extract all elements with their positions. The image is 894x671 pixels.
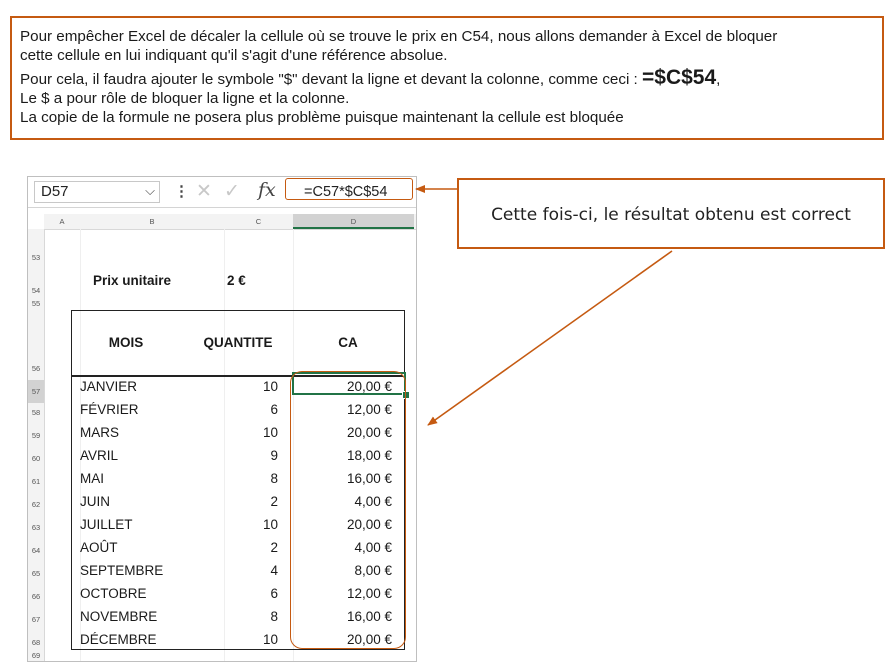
explanation-line-3-suffix: , <box>716 71 721 88</box>
row-header-67[interactable]: 67 <box>31 615 41 624</box>
ca-cell[interactable]: 18,00 € <box>346 448 392 463</box>
result-callout: Cette fois-ci, le résultat obtenu est correct <box>457 178 885 249</box>
unit-price-value[interactable]: 2 € <box>227 273 246 288</box>
quantity-cell[interactable]: 2 <box>270 494 278 509</box>
month-cell[interactable]: JUILLET <box>80 517 133 532</box>
month-cell[interactable]: AVRIL <box>80 448 119 463</box>
quantity-cell[interactable]: 4 <box>270 563 278 578</box>
explanation-line-3-text: Pour cela, il faudra ajouter le symbole "$" devant la ligne et devant la colonne, comme ceci : <box>20 71 642 88</box>
quantity-cell[interactable]: 6 <box>270 586 278 601</box>
cancel-icon[interactable]: ✕ <box>196 181 212 202</box>
row-header-64[interactable]: 64 <box>31 546 41 555</box>
ca-cell[interactable]: 4,00 € <box>354 540 392 555</box>
row-header-53[interactable]: 53 <box>31 253 41 262</box>
row-header-56[interactable]: 56 <box>31 364 41 373</box>
chevron-down-icon[interactable]: ⌵ <box>145 183 155 198</box>
arrow-to-ca-column <box>428 251 672 425</box>
explanation-line-1: Pour empêcher Excel de décaler la cellule où se trouve le prix en C54, nous allons demander à Excel de bloquer <box>20 28 778 45</box>
row-header-54[interactable]: 54 <box>31 286 41 295</box>
unit-price-label[interactable]: Prix unitaire <box>93 273 172 288</box>
explanation-line-5: La copie de la formule ne posera plus problème puisque maintenant la cellule est bloquée <box>20 109 624 126</box>
row-header-58[interactable]: 58 <box>31 408 41 417</box>
month-cell[interactable]: FÉVRIER <box>80 402 139 417</box>
ca-cell[interactable]: 20,00 € <box>346 379 392 394</box>
header-quantite[interactable]: QUANTITE <box>203 335 273 350</box>
row-header-61[interactable]: 61 <box>31 477 41 486</box>
month-cell[interactable]: MAI <box>80 471 105 486</box>
row-header-60[interactable]: 60 <box>31 454 41 463</box>
ca-cell[interactable]: 8,00 € <box>354 563 392 578</box>
explanation-line-2: cette cellule en lui indiquant qu'il s'agit d'une référence absolue. <box>20 47 448 64</box>
explanation-line-4: Le $ a pour rôle de bloquer la ligne et la colonne. <box>20 90 350 107</box>
header-mois[interactable]: MOIS <box>108 335 144 350</box>
column-header-c[interactable]: C <box>255 217 262 226</box>
ca-cell[interactable]: 16,00 € <box>346 471 392 486</box>
name-box-value: D57 <box>41 183 69 200</box>
column-header-a[interactable]: A <box>59 217 65 226</box>
row-header-59[interactable]: 59 <box>31 431 41 440</box>
column-header-b[interactable]: B <box>149 217 155 226</box>
row-header-65[interactable]: 65 <box>31 569 41 578</box>
absolute-reference-formula: =$C$54 <box>642 66 717 89</box>
month-cell[interactable]: NOVEMBRE <box>80 609 158 624</box>
month-cell[interactable]: JUIN <box>80 494 110 509</box>
more-options-icon[interactable]: ⋮ <box>174 183 189 200</box>
ca-cell[interactable]: 16,00 € <box>346 609 392 624</box>
column-header-d[interactable]: D <box>350 217 357 226</box>
month-cell[interactable]: AOÛT <box>80 540 118 555</box>
ca-cell[interactable]: 20,00 € <box>346 517 392 532</box>
quantity-cell[interactable]: 10 <box>262 517 278 532</box>
row-header-63[interactable]: 63 <box>31 523 41 532</box>
quantity-cell[interactable]: 10 <box>262 632 278 647</box>
formula-input[interactable]: =C57*$C$54 <box>304 184 388 200</box>
insert-function-icon[interactable]: fx <box>258 179 276 201</box>
row-header-68[interactable]: 68 <box>31 638 41 647</box>
month-cell[interactable]: DÉCEMBRE <box>80 632 157 647</box>
quantity-cell[interactable]: 10 <box>262 379 278 394</box>
quantity-cell[interactable]: 9 <box>270 448 278 463</box>
quantity-cell[interactable]: 10 <box>262 425 278 440</box>
month-cell[interactable]: JANVIER <box>80 379 138 394</box>
row-header-69[interactable]: 69 <box>31 651 41 660</box>
month-cell[interactable]: SEPTEMBRE <box>80 563 164 578</box>
row-header-62[interactable]: 62 <box>31 500 41 509</box>
quantity-cell[interactable]: 8 <box>270 609 278 624</box>
row-header-55[interactable]: 55 <box>31 299 41 308</box>
quantity-cell[interactable]: 8 <box>270 471 278 486</box>
month-cell[interactable]: OCTOBRE <box>80 586 147 601</box>
row-header-66[interactable]: 66 <box>31 592 41 601</box>
ca-cell[interactable]: 4,00 € <box>354 494 392 509</box>
enter-icon[interactable]: ✓ <box>224 181 240 202</box>
row-header-57[interactable]: 57 <box>28 380 44 403</box>
header-ca[interactable]: CA <box>338 335 358 350</box>
ca-cell[interactable]: 20,00 € <box>346 632 392 647</box>
quantity-cell[interactable]: 6 <box>270 402 278 417</box>
month-cell[interactable]: MARS <box>80 425 120 440</box>
ca-cell[interactable]: 12,00 € <box>346 586 392 601</box>
ca-cell[interactable]: 20,00 € <box>346 425 392 440</box>
ca-cell[interactable]: 12,00 € <box>346 402 392 417</box>
quantity-cell[interactable]: 2 <box>270 540 278 555</box>
